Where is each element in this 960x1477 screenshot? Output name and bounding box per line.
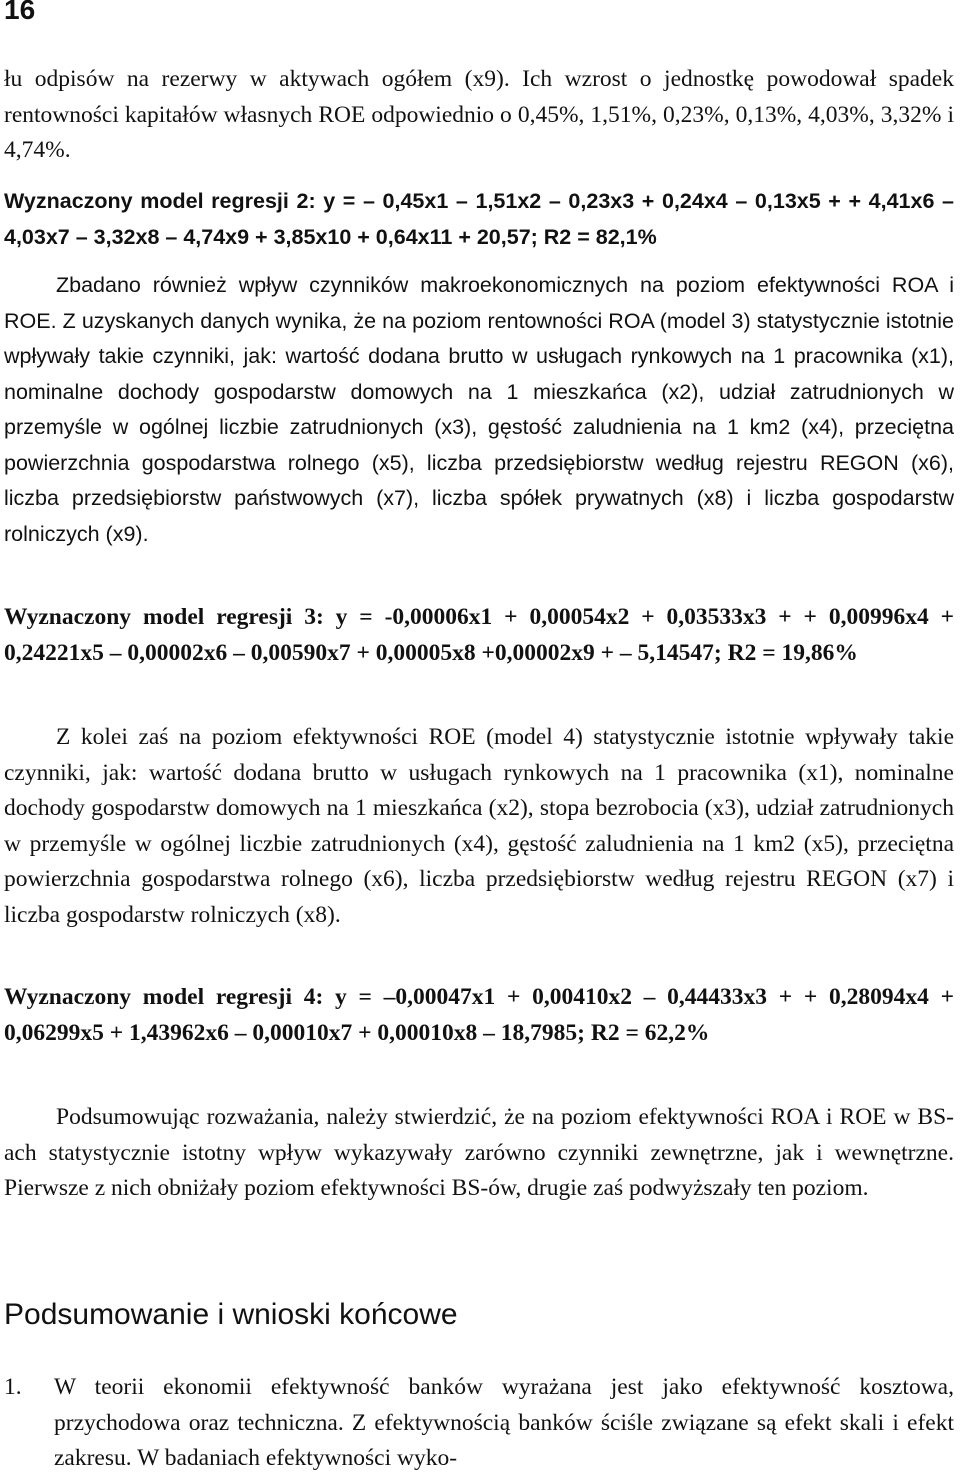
page-number: 16	[4, 0, 36, 25]
conclusion-number: 1.	[4, 1374, 22, 1400]
model-3-equation	[4, 600, 954, 671]
model-2-text: Wyznaczony model regresji 2: y = – 0,45x1 – 1,51x2 – 0,23x3 + 0,24x4 – 0,13x5 + + 4,41x6 – 4,03x7 – 3,32x8 – 4,74x9 + 3,85x10 + 0,64x11 + 20,57; R2 = 82,1%	[4, 189, 954, 249]
roe-factors-text: Z kolei zaś na poziom efektywności ROE (model 4) statystycznie istotnie wpływały takie czynniki, jak: wartość dodana brutto w usługach rynkowych na 1 pracownika (x1), nominalne dochody gospodarstw domowych na 1 mieszkańca (x2), stopa bezrobocia (x3), udział zatrudnionych w przemyśle w ogólnej liczbie zatrudnionych (x4), gęstość zaludnienia na 1 km2 (x5), przeciętna powierzchnia gospodarstwa rolnego (x6), liczba przedsiębiorstw według rejestru REGON (x7) i liczba gospodarstw rolniczych (x8).	[4, 724, 954, 928]
intro-paragraph	[4, 62, 954, 169]
summary-paragraph	[4, 1100, 954, 1207]
macro-factors-text: Zbadano również wpływ czynników makroekonomicznych na poziom efektywności ROA i ROE. Z uzyskanych danych wynika, że na poziom rentowności ROA (model 3) statystycznie istotnie wpływały takie czynniki, jak: wartość dodana brutto w usługach rynkowych na 1 pracownika (x1), nominalne dochody gospodarstw domowych na 1 mieszkańca (x2), udział zatrudnionych w przemyśle w ogólnej liczbie zatrudnionych (x3), gęstość zaludnienia na 1 km2 (x4), przeciętna powierzchnia gospodarstwa rolnego (x5), liczba przedsiębiorstw według rejestru REGON (x6), liczba przedsiębiorstw państwowych (x7), liczba spółek prywatnych (x8) i liczba gospodarstw rolniczych (x9).	[4, 273, 954, 546]
section-heading: Podsumowanie i wnioski końcowe	[4, 1298, 458, 1331]
conclusion-item	[4, 1370, 954, 1477]
intro-paragraph-text: łu odpisów na rezerwy w aktywach ogółem (x9). Ich wzrost o jednostkę powodował spadek rentowności kapitałów własnych ROE odpowiednio o 0,45%, 1,51%, 0,23%, 0,13%, 4,03%, 3,32% i 4,74%.	[4, 66, 954, 163]
model-2-equation	[4, 184, 954, 255]
model-4-text: Wyznaczony model regresji 4: y = –0,00047x1 + 0,00410x2 – 0,44433x3 + + 0,28094x4 + 0,06299x5 + 1,43962x6 – 0,00010x7 + 0,00010x8 – 18,7985; R2 = 62,2%	[4, 984, 954, 1046]
summary-text: Podsumowując rozważania, należy stwierdzić, że na poziom efektywności ROA i ROE w BS-ach statystycznie istotny wpływ wykazywały zarówno czynniki zewnętrzne, jak i wewnętrzne. Pierwsze z nich obniżały poziom efektywności BS-ów, drugie zaś podwyższały ten poziom.	[4, 1104, 954, 1201]
conclusions-list	[4, 1370, 954, 1477]
conclusion-text: W teorii ekonomii efektywność banków wyrażana jest jako efektywność kosztowa, przychodowa oraz techniczna. Z efektywnością banków ściśle związane są efekt skali i efekt zakresu. W badaniach efektywności wyko-	[54, 1374, 954, 1471]
model-4-equation	[4, 980, 954, 1051]
macro-factors-paragraph	[4, 268, 954, 552]
roe-factors-paragraph	[4, 720, 954, 933]
model-3-text: Wyznaczony model regresji 3: y = -0,00006x1 + 0,00054x2 + 0,03533x3 + + 0,00996x4 + 0,24221x5 – 0,00002x6 – 0,00590x7 + 0,00005x8 +0,00002x9 + – 5,14547; R2 = 19,86%	[4, 604, 954, 666]
